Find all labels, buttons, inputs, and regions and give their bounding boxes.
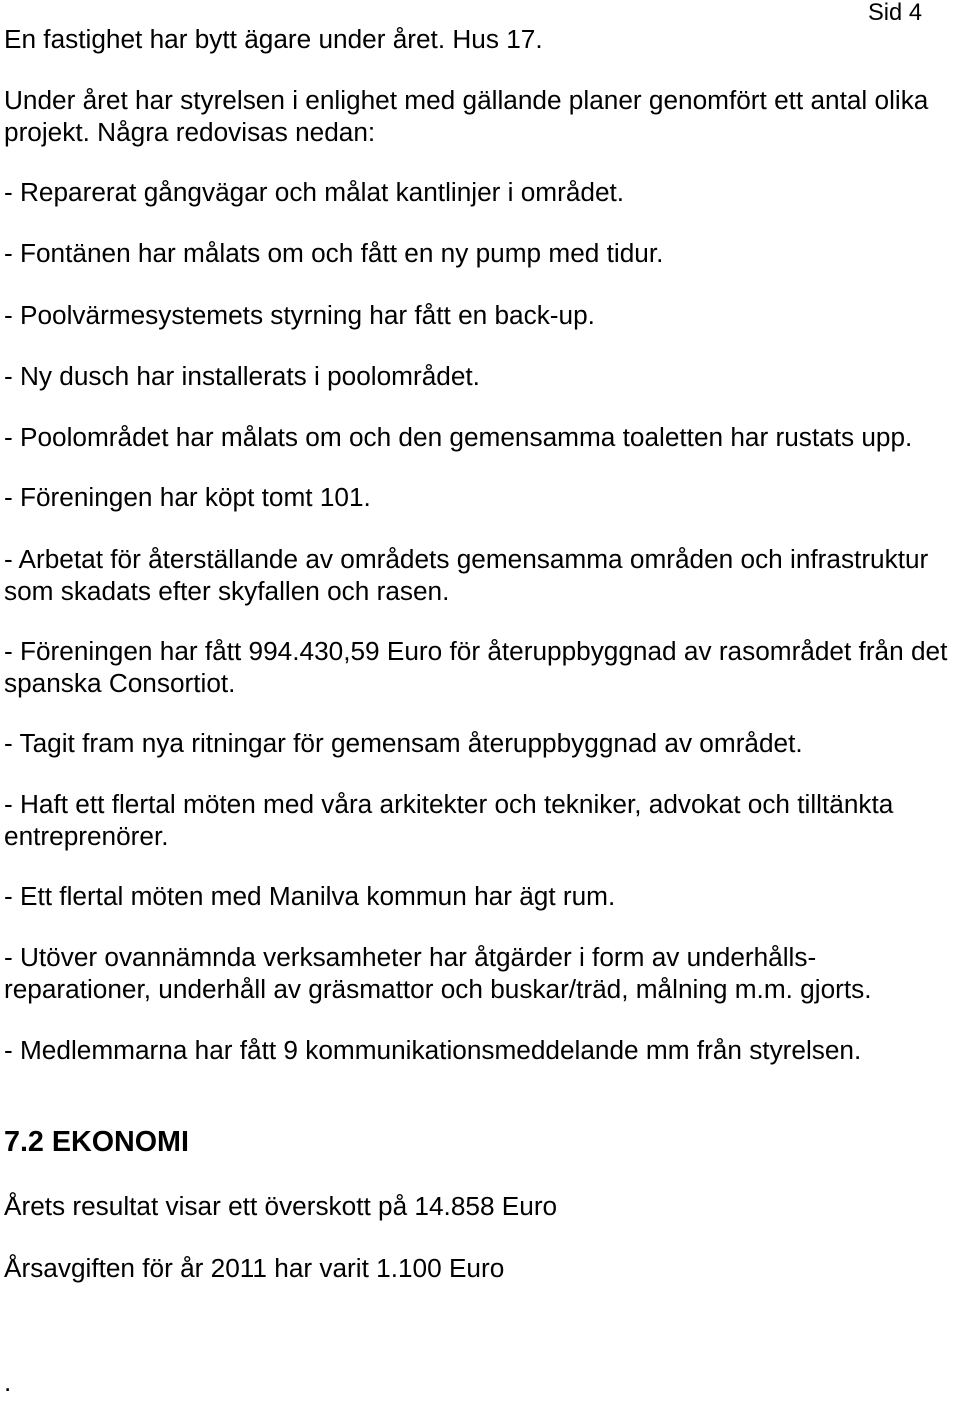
project-item-line: - Medlemmarna har fått 9 kommunikationsmeddelande mm från styrelsen. xyxy=(4,1035,862,1065)
fee-text: Årsavgiften för år 2011 har varit 1.100 Euro xyxy=(4,1253,505,1283)
page-number: Sid 4 xyxy=(868,0,922,26)
project-item xyxy=(4,422,912,454)
project-item xyxy=(4,881,615,913)
project-item-line: - Fontänen har målats om och fått en ny pump med tidur. xyxy=(4,238,664,268)
project-item-line: - Haft ett flertal möten med våra arkitekter och tekniker, advokat och tilltänkta xyxy=(4,789,894,819)
result-text: Årets resultat visar ett överskott på 14.858 Euro xyxy=(4,1191,558,1221)
project-item-line: - Poolvärmesystemets styrning har fått en back-up. xyxy=(4,300,595,330)
project-item-line: reparationer, underhåll av gräsmattor och buskar/träd, målning m.m. gjorts. xyxy=(4,973,872,1004)
project-item-line: - Ett flertal möten med Manilva kommun har ägt rum. xyxy=(4,881,616,911)
project-item-line: - Föreningen har köpt tomt 101. xyxy=(4,482,371,512)
project-item xyxy=(4,789,893,852)
section-heading: 7.2 EKONOMI xyxy=(4,1126,189,1158)
project-item xyxy=(4,544,928,607)
project-item-line: spanska Consortiot. xyxy=(4,667,236,698)
project-item-line: entreprenörer. xyxy=(4,820,169,851)
intro-text: En fastighet har bytt ägare under året. Hus 17. xyxy=(4,24,543,54)
projects-lead xyxy=(4,85,928,148)
project-item xyxy=(4,361,480,393)
project-item-line: - Utöver ovannämnda verksamheter har åtgärder i form av underhålls- xyxy=(4,942,817,972)
project-item-line: - Arbetat för återställande av områdets gemensamma områden och infrastruktur xyxy=(4,544,929,574)
project-item xyxy=(4,177,624,209)
project-item-line: som skadats efter skyfallen och rasen. xyxy=(4,575,450,606)
project-item-line: - Tagit fram nya ritningar för gemensam återuppbyggnad av området. xyxy=(4,728,803,758)
project-item xyxy=(4,300,595,332)
project-item-line: - Poolområdet har målats om och den gemensamma toaletten har rustats upp. xyxy=(4,422,913,452)
projects-lead-line: Under året har styrelsen i enlighet med gällande planer genomfört ett antal olika xyxy=(4,85,929,115)
project-item xyxy=(4,942,872,1005)
project-item xyxy=(4,728,803,760)
trailing-mark: . xyxy=(4,1367,12,1397)
project-item xyxy=(4,238,663,270)
project-item-line: - Föreningen har fått 994.430,59 Euro för återuppbyggnad av rasområdet från det xyxy=(4,636,948,666)
project-item xyxy=(4,1035,861,1067)
project-item xyxy=(4,482,371,514)
project-item xyxy=(4,636,947,699)
project-item-line: - Reparerat gångvägar och målat kantlinjer i området. xyxy=(4,177,625,207)
projects-lead-line: projekt. Några redovisas nedan: xyxy=(4,116,376,147)
project-item-line: - Ny dusch har installerats i poolområdet. xyxy=(4,361,480,391)
